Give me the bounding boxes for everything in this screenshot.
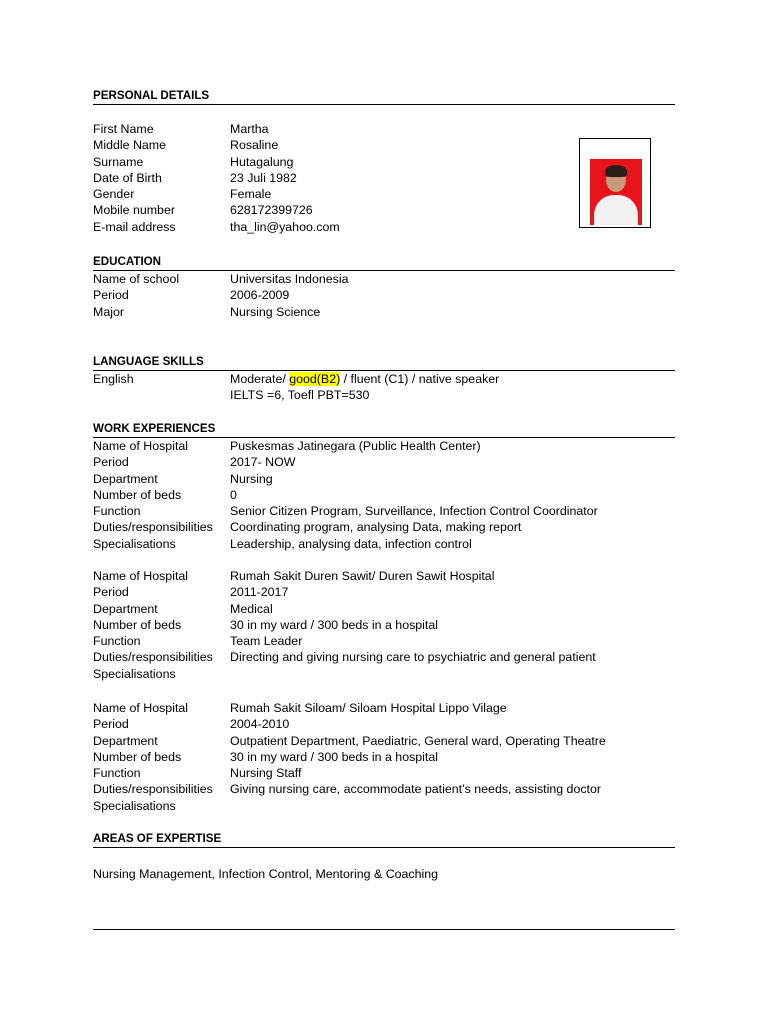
field-value (230, 798, 675, 814)
job-row (93, 471, 675, 487)
education-row (93, 287, 675, 303)
job-row (93, 716, 675, 732)
field-value: 2004-2010 (230, 717, 290, 732)
job-row (93, 700, 675, 716)
job-row (93, 798, 675, 814)
field-label: Duties/responsibilities (93, 520, 213, 535)
field-value: Directing and giving nursing care to psychiatric and general patient (230, 650, 596, 665)
language-skills-list (93, 371, 675, 404)
field-value: Hutagalung (230, 154, 294, 169)
field-value: 30 in my ward / 300 beds in a hospital (230, 617, 439, 632)
photo-hair (605, 165, 627, 177)
job-row (93, 487, 675, 503)
field-label: Major (93, 304, 124, 319)
job-row (93, 781, 675, 797)
education-list (93, 271, 675, 320)
job-row (93, 519, 675, 535)
field-label: Period (93, 585, 129, 600)
education-heading: EDUCATION (93, 254, 675, 271)
field-label: Department (93, 601, 158, 616)
field-value: Rumah Sakit Duren Sawit/ Duren Sawit Hospital (230, 569, 495, 583)
field-value: Medical (230, 601, 273, 616)
job-row (93, 749, 675, 765)
language-scores: IELTS =6, Toefl PBT=530 (230, 388, 370, 403)
language-level (230, 371, 675, 387)
highlighted-level: good(B2) (289, 372, 341, 386)
footer-divider (93, 929, 675, 930)
field-label: Specialisations (93, 798, 176, 813)
language-skills-heading: LANGUAGE SKILLS (93, 354, 675, 371)
areas-of-expertise-heading: AREAS OF EXPERTISE (93, 831, 675, 848)
field-value: 628172399726 (230, 203, 313, 218)
field-label: Surname (93, 154, 144, 169)
language-row (93, 387, 675, 403)
field-label: Number of beds (93, 487, 182, 502)
job-row (93, 438, 675, 454)
job-row (93, 649, 675, 665)
field-value: 2017- NOW (230, 455, 296, 470)
personal-details-heading: PERSONAL DETAILS (93, 88, 675, 105)
field-label: Period (93, 288, 129, 303)
field-value: Nursing (230, 471, 273, 486)
language-row (93, 371, 675, 387)
profile-photo-frame (579, 138, 651, 228)
job-entry (93, 700, 675, 814)
field-value: 23 Juli 1982 (230, 170, 297, 185)
field-label: Name of Hospital (93, 439, 189, 453)
field-value (230, 666, 675, 682)
field-value: 0 (230, 487, 237, 502)
job-row (93, 633, 675, 649)
field-label: Function (93, 634, 141, 649)
field-value: tha_lin@yahoo.com (230, 219, 340, 234)
job-row (93, 536, 675, 552)
job-row (93, 584, 675, 600)
education-row (93, 271, 675, 287)
field-label: Department (93, 471, 158, 486)
level-text: / fluent (C1) / native speaker (340, 372, 500, 386)
field-value: Nursing Science (230, 304, 321, 319)
job-entry (93, 568, 675, 682)
field-value: 2011-2017 (230, 585, 289, 600)
language-label: English (93, 372, 134, 386)
level-text: Moderate/ (230, 372, 290, 386)
field-label: Number of beds (93, 749, 182, 764)
job-row (93, 733, 675, 749)
field-label: Period (93, 717, 129, 732)
field-label: Middle Name (93, 138, 166, 153)
field-value: Outpatient Department, Paediatric, General ward, Operating Theatre (230, 733, 606, 748)
field-label: Duties/responsibilities (93, 650, 213, 665)
field-label: Name of Hospital (93, 569, 189, 583)
field-label: Gender (93, 187, 135, 202)
field-label: First Name (93, 122, 154, 136)
job-row (93, 503, 675, 519)
profile-photo (590, 159, 642, 225)
field-label: Name of school (93, 272, 180, 286)
work-experiences-heading: WORK EXPERIENCES (93, 421, 675, 438)
field-value: Puskesmas Jatinegara (Public Health Center) (230, 439, 481, 453)
field-label: Date of Birth (93, 170, 162, 185)
field-label: Mobile number (93, 203, 175, 218)
job-row (93, 666, 675, 682)
field-value: 2006-2009 (230, 288, 290, 303)
field-label: Specialisations (93, 536, 176, 551)
personal-row (93, 121, 675, 137)
job-row (93, 568, 675, 584)
job-row (93, 617, 675, 633)
field-value: Coordinating program, analysing Data, making report (230, 520, 522, 535)
field-value: 30 in my ward / 300 beds in a hospital (230, 749, 439, 764)
field-value: Martha (230, 122, 269, 136)
job-row (93, 765, 675, 781)
field-label: Duties/responsibilities (93, 782, 213, 797)
job-row (93, 454, 675, 470)
field-value: Team Leader (230, 634, 303, 649)
field-label: Number of beds (93, 617, 182, 632)
field-value: Rosaline (230, 138, 279, 153)
field-label: Period (93, 455, 129, 470)
education-row (93, 304, 675, 320)
field-value: Rumah Sakit Siloam/ Siloam Hospital Lippo Vilage (230, 701, 507, 715)
field-label: Function (93, 504, 141, 519)
field-value: Leadership, analysing data, infection control (230, 536, 472, 551)
field-value: Universitas Indonesia (230, 272, 349, 286)
job-entry (93, 438, 675, 552)
field-label: Department (93, 733, 158, 748)
field-value: Nursing Staff (230, 766, 302, 781)
field-label: Function (93, 766, 141, 781)
job-row (93, 601, 675, 617)
expertise-text: Nursing Management, Infection Control, Mentoring & Coaching (93, 867, 439, 881)
field-value: Giving nursing care, accommodate patient’s needs, assisting doctor (230, 782, 601, 797)
field-label: E-mail address (93, 219, 176, 234)
field-label: Specialisations (93, 666, 176, 681)
field-label: Name of Hospital (93, 701, 189, 715)
field-value: Female (230, 187, 272, 202)
photo-shirt (594, 195, 638, 225)
field-value: Senior Citizen Program, Surveillance, Infection Control Coordinator (230, 504, 598, 519)
